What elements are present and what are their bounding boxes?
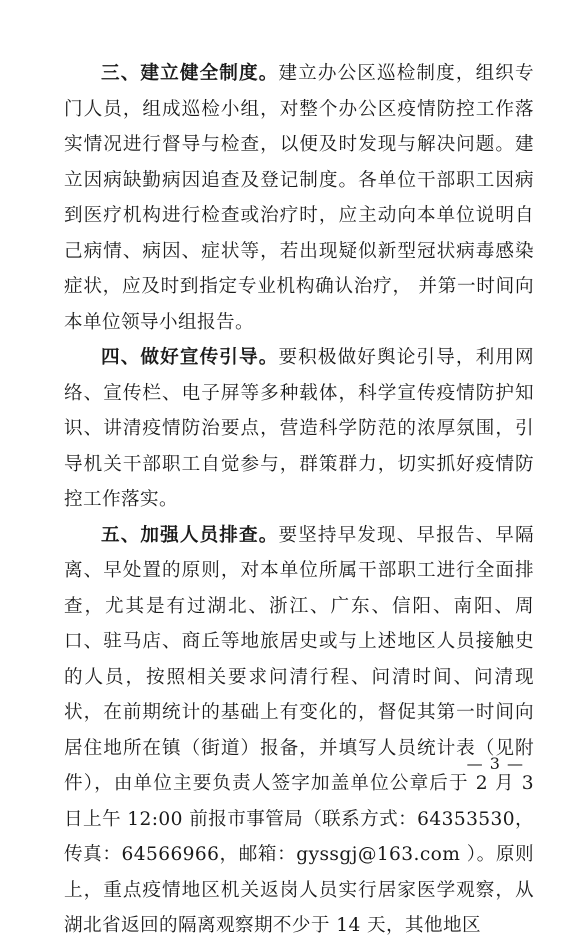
section-four-text: 要积极做好舆论引导，利用网络、宣传栏、电子屏等多种载体，科学宣传疫情防护知识、讲清疫情防治要点，营造科学防范的浓厚氛围，引导机关干部职工自觉参与，群策群力，切实抓好疫情防控工作落实。: [64, 347, 534, 510]
section-three-paragraph: [64, 56, 534, 340]
section-three-text: 建立办公区巡检制度，组织专门人员，组成巡检小组，对整个办公区疫情防控工作落实情况进行督导与检查，以便及时发现与解决问题。建立因病缺勤病因追查及登记制度。各单位干部职工因病到医疗机构进行检查或治疗时，应主动向本单位说明自己病情、病因、症状等，若出现疑似新型冠状病毒感染症状，应及时到指定专业机构确认治疗， 并第一时间向本单位领导小组报告。: [64, 63, 534, 333]
section-five-text: 要坚持早发现、早报告、早隔离、早处置的原则，对本单位所属干部职工进行全面排查，尤其是有过湖北、浙江、广东、信阳、南阳、周口、驻马店、商丘等地旅居史或与上述地区人员接触史的人员，按照相关要求问清行程、问清时间、问清现状，在前期统计的基础上有变化的，督促其第一时间向居住地所在镇（街道）报备，并填写人员统计表（见附件），由单位主要负责人签字加盖单位公章后于 2 月 3 日上午 12:00 前报市事管局（联系方式：64353530，传真：64566966，邮箱：gyssgj@163.com ）。原则上，重点疫情地区机关返岗人员实行居家医学观察，从湖北省返回的隔离观察期不少于 14 天，其他地区: [64, 524, 534, 936]
page-number: — 3 —: [466, 754, 524, 773]
section-three-heading: 三、建立健全制度。: [101, 63, 279, 84]
section-five-paragraph: [64, 518, 534, 944]
section-five-heading: 五、加强人员排查。: [101, 524, 279, 546]
section-four-heading: 四、做好宣传引导。: [101, 347, 279, 368]
section-four-paragraph: [64, 340, 534, 518]
document-body: [64, 56, 534, 944]
